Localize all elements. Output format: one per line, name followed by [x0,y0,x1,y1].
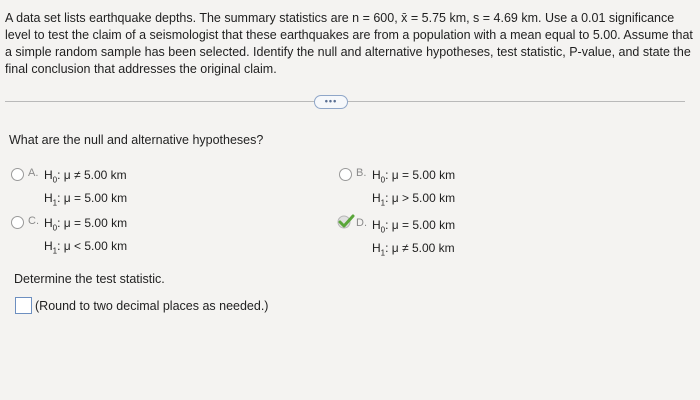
choice-b-hypotheses [372,166,455,213]
choice-a-hypotheses [44,166,127,213]
choice-c-alt: $H_1$: μ < 5.00 km [44,239,128,256]
choice-b-null: $H_0$: μ = 5.00 km [372,168,456,185]
choice-c-letter: C. [28,215,39,227]
choice-d[interactable] [339,216,455,263]
radio-b[interactable] [339,168,352,181]
choice-d-alt: $H_1$: μ ≠ 5.00 km [372,241,455,258]
choice-d-null: $H_0$: μ = 5.00 km [372,218,456,235]
test-statistic-title: Determine the test statistic. [14,272,165,286]
choice-d-letter: D. [356,217,367,229]
radio-c[interactable] [11,216,24,229]
checkmark-icon [337,214,355,230]
choice-c-hypotheses [44,214,127,261]
question-text: What are the null and alternative hypotheses? [9,133,264,147]
choice-c-null: $H_0$: μ = 5.00 km [44,216,128,233]
radio-d-selected[interactable] [339,216,352,229]
choice-a-alt: $H_1$: μ = 5.00 km [44,191,128,208]
test-statistic-answer-row [15,297,268,314]
radio-a[interactable] [11,168,24,181]
choice-b-letter: B. [356,167,367,179]
choice-b[interactable] [339,166,455,213]
problem-statement: A data set lists earthquake depths. The summary statistics are n = 600, x̄ = 5.75 km, s = 4.69 km. Use a 0.01 significance level to test the claim of a seismologist that these earthquakes are from a population with a mean equal to 5.00. Assume that a simple random sample has been selected. Identify the null and alternative hypotheses, test statistic, P-value, and state the final conclusion that addresses the original claim. [5,11,693,76]
choice-a-null: $H_0$: μ ≠ 5.00 km [44,168,127,185]
choice-b-alt: $H_1$: μ > 5.00 km [372,191,456,208]
choice-a-letter: A. [28,167,39,179]
choice-d-hypotheses [372,216,455,263]
choice-c[interactable] [11,214,127,261]
expand-more-button[interactable]: ••• [314,95,348,109]
choice-a[interactable] [11,166,127,213]
test-statistic-input[interactable] [15,297,32,314]
rounding-hint: (Round to two decimal places as needed.) [35,298,269,313]
